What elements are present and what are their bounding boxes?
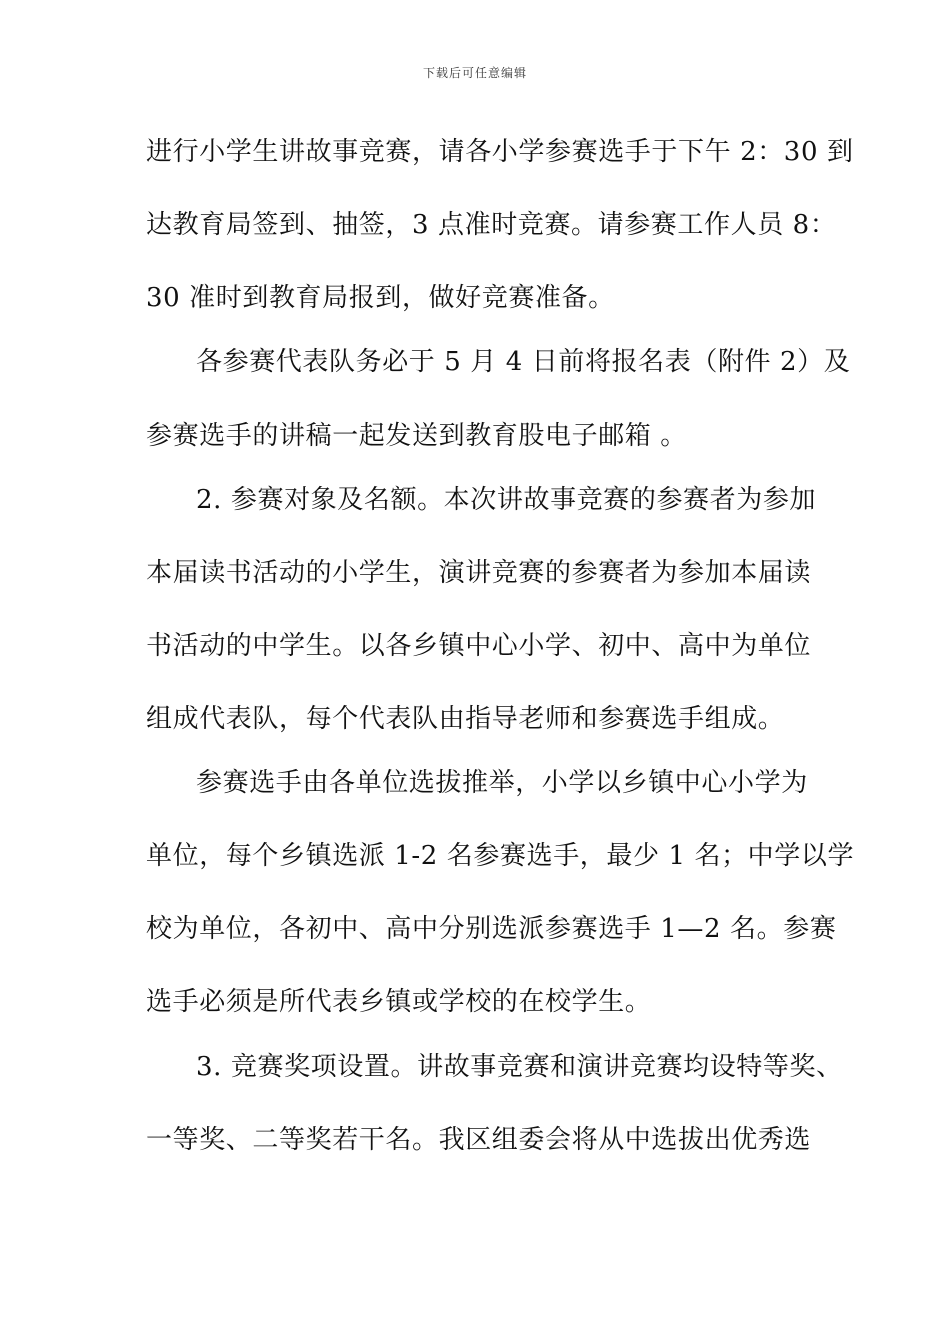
- paragraph-line: 2. 参赛对象及名额。本次讲故事竞赛的参赛者为参加: [196, 485, 817, 515]
- paragraph-line: 选手必须是所代表乡镇或学校的在校学生。: [146, 987, 652, 1017]
- paragraph-line: 参赛选手由各单位选拔推举，小学以乡镇中心小学为: [196, 768, 808, 798]
- paragraph-line: 30 准时到教育局报到，做好竞赛准备。: [146, 283, 615, 313]
- paragraph-line: 参赛选手的讲稿一起发送到教育股电子邮箱 。: [146, 421, 687, 451]
- paragraph-line: 达教育局签到、抽签，3 点准时竞赛。请参赛工作人员 8：: [146, 210, 837, 240]
- paragraph-line: 组成代表队，每个代表队由指导老师和参赛选手组成。: [146, 704, 785, 734]
- paragraph-line: 校为单位，各初中、高中分别选派参赛选手 1—2 名。参赛: [146, 914, 837, 944]
- paragraph-line: 本届读书活动的小学生，演讲竞赛的参赛者为参加本届读: [146, 558, 812, 588]
- paragraph-line: 单位，每个乡镇选派 1-2 名参赛选手，最少 1 名；中学以学: [146, 841, 855, 871]
- paragraph-line: 进行小学生讲故事竞赛，请各小学参赛选手于下午 2：30 到: [146, 137, 854, 167]
- paragraph-line: 书活动的中学生。以各乡镇中心小学、初中、高中为单位: [146, 631, 812, 661]
- page-header: 下载后可任意编辑: [422, 66, 527, 80]
- paragraph-line: 各参赛代表队务必于 5 月 4 日前将报名表（附件 2）及: [196, 347, 851, 377]
- paragraph-line: 3. 竞赛奖项设置。讲故事竞赛和演讲竞赛均设特等奖、: [196, 1052, 843, 1082]
- paragraph-line: 一等奖、二等奖若干名。我区组委会将从中选拔出优秀选: [146, 1125, 812, 1155]
